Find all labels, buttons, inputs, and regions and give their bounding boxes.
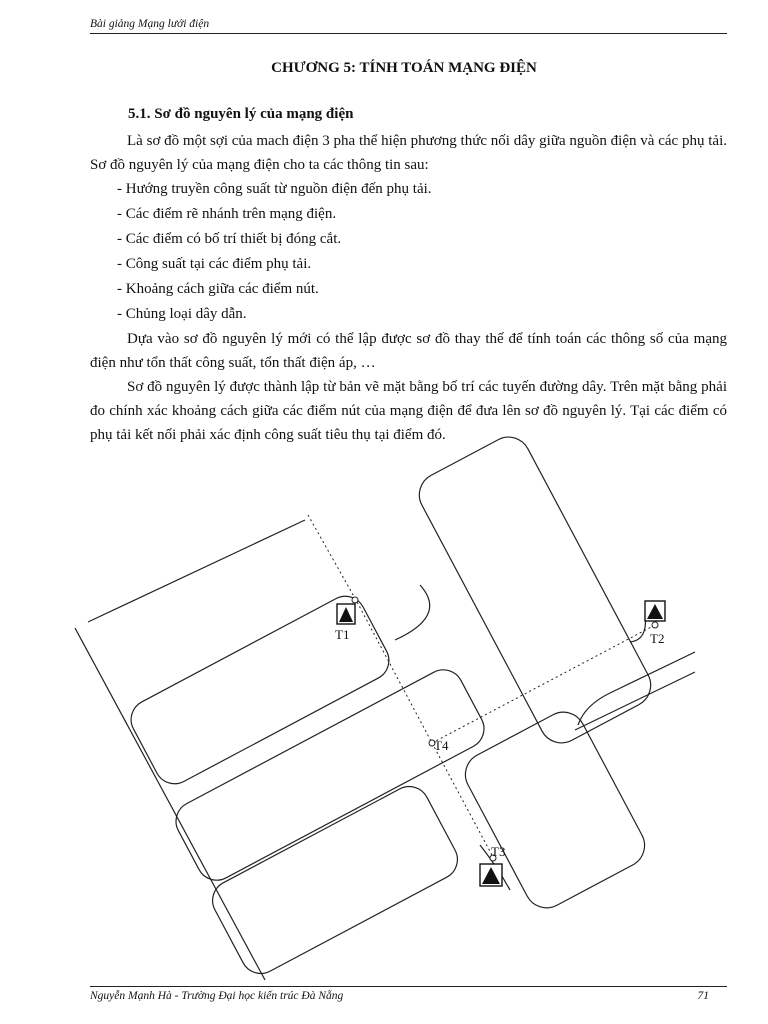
section-title: 5.1. Sơ đồ nguyên lý của mạng điện [128, 106, 354, 122]
node-t1 [352, 597, 358, 603]
node-t2 [652, 622, 658, 628]
info-list [90, 177, 727, 327]
paragraph-layout-plan: Sơ đồ nguyên lý được thành lập từ bản vẽ mặt bằng bố trí các tuyến đường dây. Trên mặt bằng phải đo chính xác khoảng cách giữa các điểm nút của mạng điện để đưa lên sơ đồ nguyên lý. Tại các điểm có phụ tải kết nối phải xác định công suất tiêu thụ tại điểm đó. [90, 379, 727, 443]
chapter-title: CHƯƠNG 5: TÍNH TOÁN MẠNG ĐIỆN [271, 60, 537, 76]
list-item: - Hướng truyền công suất từ nguồn điện đến phụ tải. [117, 181, 432, 197]
power-line-t1-t4 [308, 515, 432, 743]
transformer-icon-t2 [645, 601, 665, 621]
road-edge-right-curve [395, 585, 430, 640]
transformer-icon-t3 [480, 864, 502, 886]
body-text [90, 129, 727, 447]
block-lower [206, 780, 465, 981]
list-item: - Các điểm có bố trí thiết bị đóng cắt. [117, 231, 342, 247]
block-middle [169, 663, 491, 887]
transformer-icon-t1 [337, 604, 355, 624]
page-number: 71 [697, 990, 709, 1002]
list-item: - Chủng loại dây dẫn. [117, 306, 247, 322]
block-upper-right [412, 429, 659, 750]
site-plan-figure [60, 425, 740, 985]
block-corner-right [578, 652, 695, 725]
list-item: - Công suất tại các điểm phụ tải. [117, 256, 312, 272]
site-plan-svg [60, 425, 740, 985]
label-t4: T4 [434, 738, 449, 753]
label-t3: T3 [491, 844, 506, 859]
power-line-t4-t3 [432, 743, 493, 857]
page-footer [90, 986, 727, 1002]
paragraph-equivalent-diagram: Dựa vào sơ đồ nguyên lý mới có thể lập được sơ đồ thay thế để tính toán các thông số của mạng điện như tổn thất công suất, tổn thất điện áp, … [90, 331, 727, 371]
paragraph-intro: Là sơ đồ một sợi của mach điện 3 pha thể hiện phương thức nối dây giữa nguồn điện và các phụ tải. Sơ đồ nguyên lý của mạng điện cho ta các thông tin sau: [90, 133, 727, 173]
power-line-t4-t2 [432, 625, 655, 743]
header-title: Bài giảng Mạng lưới điện [90, 18, 210, 30]
road-edge-upper [88, 520, 305, 622]
road-edge-left [75, 628, 265, 980]
footer-author: Nguyễn Mạnh Hà - Trường Đại học kiến trúc Đà Nẵng [90, 990, 344, 1002]
list-item: - Các điểm rẽ nhánh trên mạng điện. [117, 206, 337, 222]
label-t1: T1 [335, 627, 350, 642]
page-header [90, 18, 727, 34]
list-item: - Khoảng cách giữa các điểm nút. [117, 281, 319, 297]
label-t2: T2 [650, 631, 665, 646]
road-edge-corner [630, 615, 645, 642]
